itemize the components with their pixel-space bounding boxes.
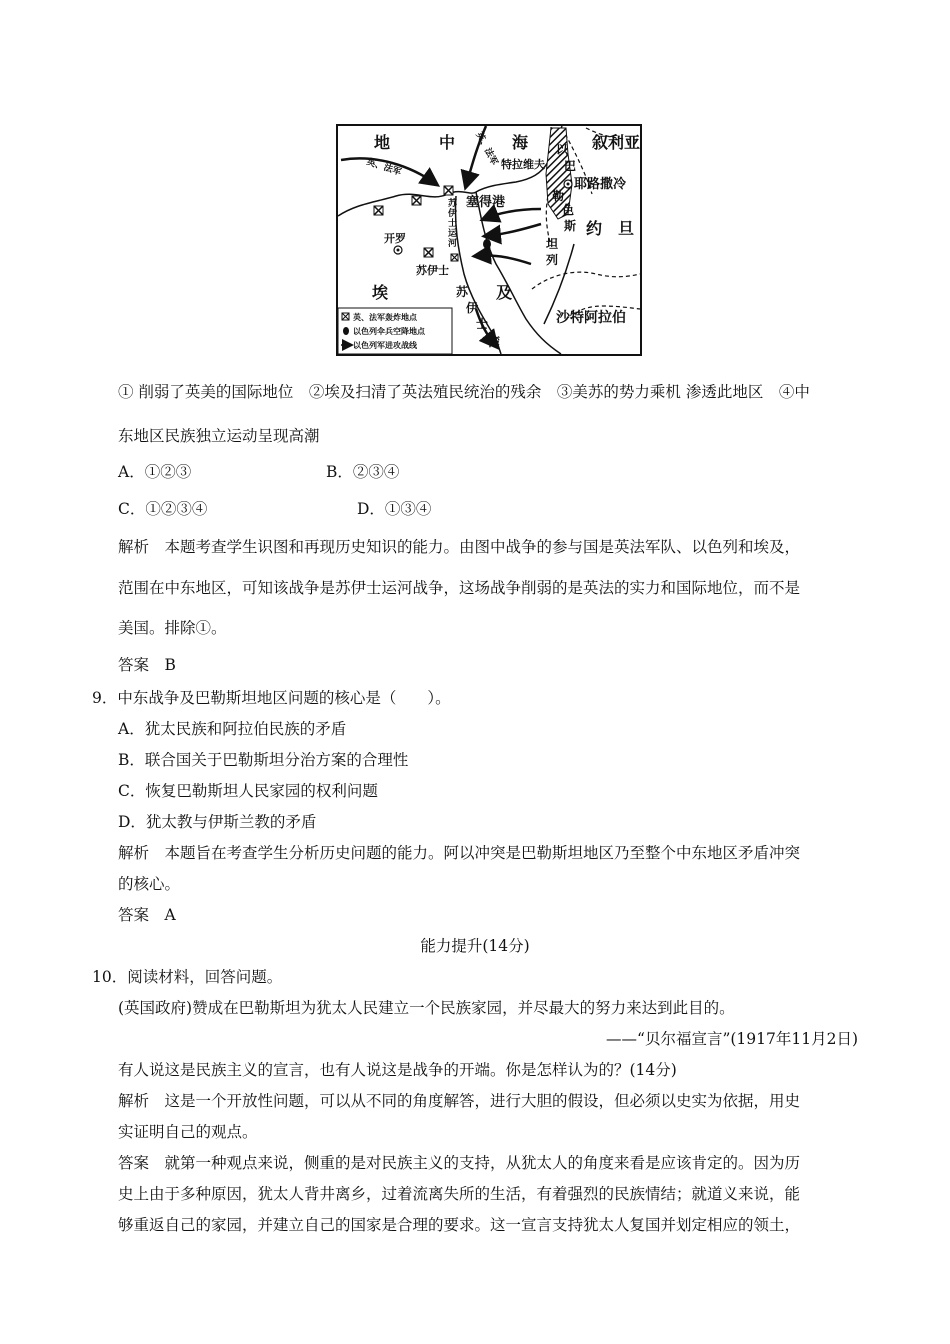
- label-uk-fr-army-north: 英、法军: [473, 130, 500, 168]
- q9-option-a: A．犹太民族和阿拉伯民族的矛盾: [118, 720, 347, 738]
- label-suez: 苏伊士: [416, 264, 449, 277]
- label-jordan-1: 约: [586, 219, 603, 238]
- q9-analysis-line1: 解析 本题旨在考查学生分析历史问题的能力。阿以冲突是巴勒斯坦地区乃至整个中东地区矛盾冲突: [118, 844, 801, 862]
- q10-analysis-line1: 解析 这是一个开放性问题，可以从不同的角度解答，进行大胆的假设，但必须以史实为依据，用史: [118, 1092, 801, 1110]
- legend-para: 以色列伞兵空降地点: [353, 327, 425, 336]
- label-syria: 叙利亚: [592, 133, 641, 152]
- label-canal-4: 运: [448, 229, 458, 239]
- label-mediterranean-2: 中: [439, 133, 456, 152]
- q9-stem: 9．中东战争及巴勒斯坦地区问题的核心是（ ）。: [92, 689, 451, 707]
- label-uk-fr-army-west: 英、法军: [365, 157, 403, 178]
- label-gulf-3: 士: [476, 317, 489, 331]
- map-legend: [338, 308, 452, 354]
- label-canal-2: 伊: [448, 209, 458, 219]
- label-si: 斯: [564, 219, 577, 233]
- label-tel-aviv: 特拉维夫: [501, 158, 545, 171]
- bomb-marker: [412, 196, 421, 205]
- label-canal-3: 士: [448, 219, 458, 229]
- q10-answer-line2: 史上由于多种原因，犹太人背井离乡，过着流离失所的生活，有着强烈的民族情结；就道义来说，能: [118, 1185, 801, 1203]
- label-israel-1: 以: [556, 143, 569, 157]
- legend-line: 以色列军进攻战线: [353, 341, 417, 350]
- label-canal-1: 苏: [448, 199, 458, 209]
- label-gulf-1: 苏: [456, 285, 469, 299]
- q10-stem: 10．阅读材料，回答问题。: [92, 968, 283, 986]
- label-jordan-2: 旦: [618, 219, 635, 238]
- map-svg: [336, 124, 642, 356]
- bomb-marker: [374, 206, 383, 215]
- label-egypt-1: 埃: [372, 283, 389, 302]
- label-ba: 巴: [564, 159, 577, 173]
- q10-source: ——“贝尔福宣言”(1917年11月2日): [606, 1030, 858, 1048]
- legend-bomb: 英、法军轰炸地点: [353, 313, 417, 322]
- bomb-marker: [451, 254, 458, 261]
- label-egypt-2: 及: [496, 283, 513, 302]
- label-jerusalem: 耶路撒冷: [574, 177, 627, 192]
- q8-analysis-line2: 范围在中东地区，可知该战争是苏伊士运河战争，这场战争削弱的是英法的实力和国际地位，而不是: [118, 579, 801, 597]
- city-marker-cairo: [394, 246, 402, 254]
- label-saudi: 沙特阿拉伯: [556, 310, 626, 326]
- q8-option-d: D．①③④: [357, 500, 432, 518]
- label-israel-2: 色: [562, 203, 575, 217]
- label-gulf-2: 伊: [466, 301, 479, 315]
- q8-option-c: C．①②③④: [118, 500, 208, 518]
- q8-answer: 答案 B: [118, 656, 176, 674]
- q8-option-b: B．②③④: [326, 463, 400, 481]
- q10-question: 有人说这是民族主义的宣言，也有人说这是战争的开端。你是怎样认为的？(14分): [118, 1061, 677, 1079]
- q8-statements-line2: 东地区民族独立运动呈现高潮: [118, 427, 320, 445]
- label-port-said: 塞得港: [466, 195, 506, 210]
- bomb-marker: [424, 248, 433, 257]
- q10-analysis-line2: 实证明自己的观点。: [118, 1123, 258, 1141]
- label-le: 勒: [552, 189, 565, 203]
- label-gulf-4: 湾: [488, 335, 501, 349]
- q10-answer-line1: 答案 就第一种观点来说，侧重的是对民族主义的支持，从犹太人的角度来看是应该肯定的。因为历: [118, 1154, 801, 1172]
- q9-answer: 答案 A: [118, 906, 176, 924]
- q8-option-a: A．①②③: [118, 463, 192, 481]
- label-cairo: 开罗: [384, 232, 406, 245]
- q9-option-c: C．恢复巴勒斯坦人民家园的权利问题: [118, 782, 378, 800]
- label-mediterranean-3: 海: [512, 133, 529, 152]
- q8-analysis-line1: 解析 本题考查学生识图和再现历史知识的能力。由图中战争的参与国是英法军队、以色列和埃及，: [118, 538, 801, 556]
- q8-analysis-line3: 美国。排除①。: [118, 619, 227, 637]
- city-marker-jerusalem: [564, 180, 572, 188]
- q9-analysis-line2: 的核心。: [118, 875, 181, 893]
- q10-material: (英国政府)赞成在巴勒斯坦为犹太人民建立一个民族家园，并尽最大的努力来达到此目的。: [118, 999, 735, 1017]
- label-tan: 坦: [546, 237, 559, 251]
- label-mediterranean-1: 地: [374, 133, 391, 152]
- label-canal-5: 河: [448, 239, 458, 249]
- q10-answer-line3: 够重返自己的家园，并建立自己的国家是合理的要求。这一宣言支持犹太人复国并划定相应的领土，: [118, 1216, 801, 1234]
- suez-war-map: [336, 124, 642, 356]
- bomb-marker: [444, 186, 453, 195]
- q9-option-b: B．联合国关于巴勒斯坦分治方案的合理性: [118, 751, 409, 769]
- section-title: 能力提升(14分): [420, 937, 530, 955]
- q8-statements-line1: ① 削弱了英美的国际地位 ②埃及扫清了英法殖民统治的残余 ③美苏的势力乘机 渗透此地区 ④中: [118, 383, 810, 401]
- q9-option-d: D．犹太教与伊斯兰教的矛盾: [118, 813, 317, 831]
- label-israel-3: 列: [546, 253, 559, 267]
